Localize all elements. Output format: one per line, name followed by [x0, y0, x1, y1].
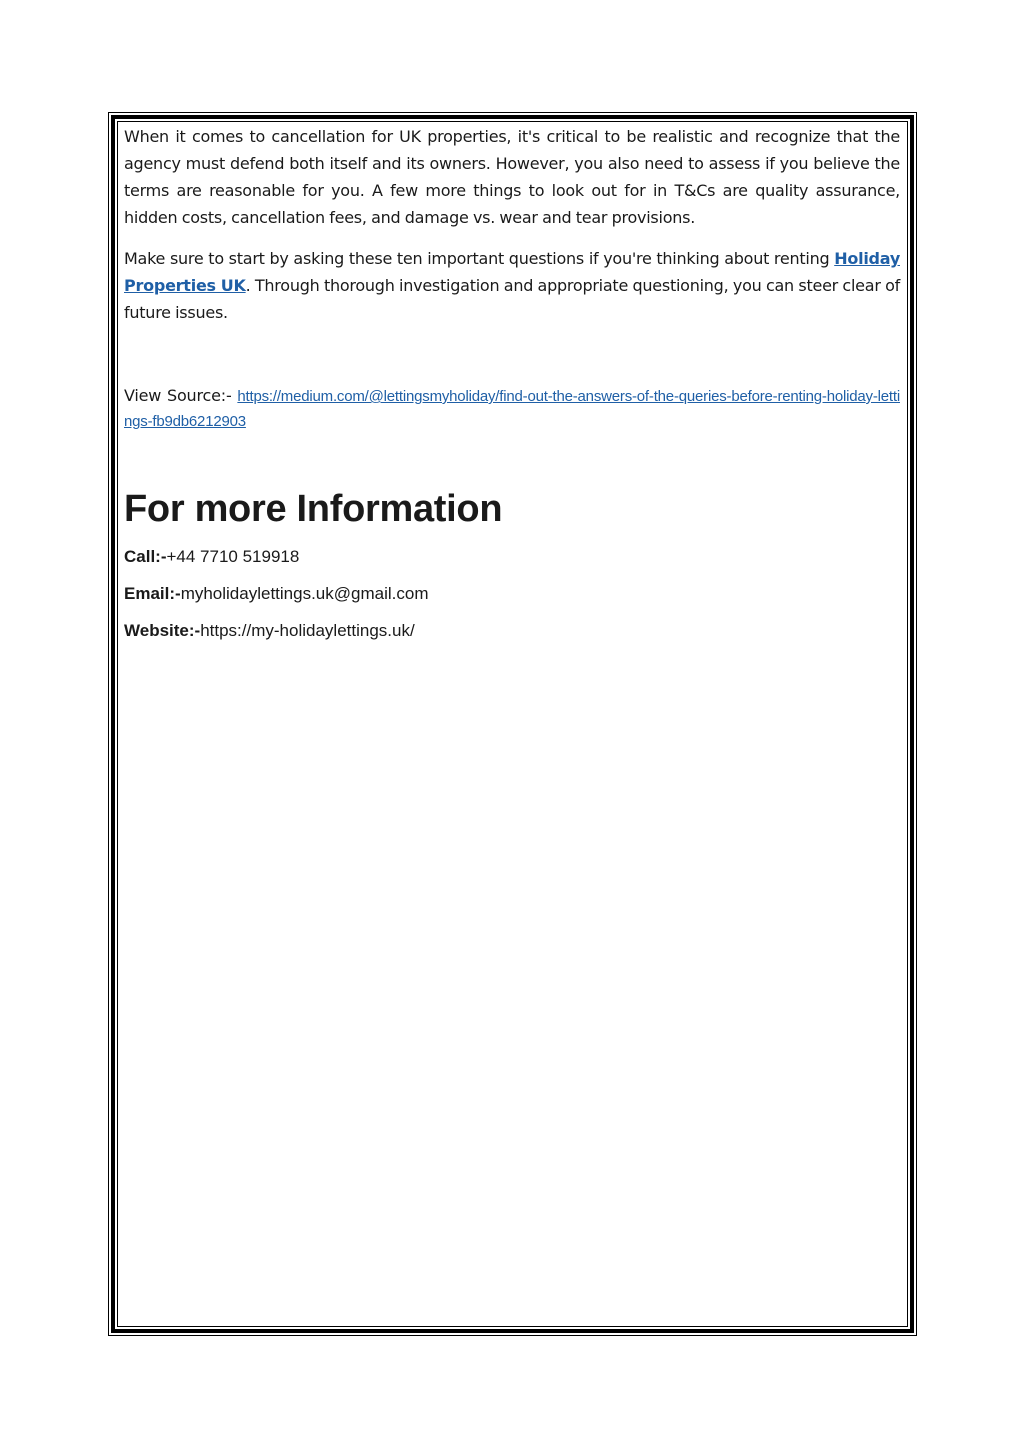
- call-label: Call:-: [124, 547, 167, 566]
- email-label: Email:-: [124, 584, 181, 603]
- view-source-line: [124, 384, 900, 434]
- contact-email: [124, 583, 900, 605]
- holiday-properties-uk-link[interactable]: Holiday Properties UK: [124, 249, 900, 295]
- paragraph-questions: [124, 245, 900, 326]
- paragraph-questions-text-start: Make sure to start by asking these ten important questions if you're thinking about renting: [124, 249, 835, 268]
- contact-website: [124, 620, 900, 642]
- paragraph-questions-text-end: . Through thorough investigation and appropriate questioning, you can steer clear of future issues.: [124, 276, 900, 322]
- website-value: https://my-holidaylettings.uk/: [200, 621, 415, 640]
- contact-call: [124, 546, 900, 568]
- view-source-label: View Source:-: [124, 386, 238, 405]
- email-value: myholidaylettings.uk@gmail.com: [180, 584, 429, 603]
- view-source-link[interactable]: https://medium.com/@lettingsmyholiday/find-out-the-answers-of-the-queries-before-renting-holiday-lettings-fb9db6212903: [124, 388, 900, 430]
- call-value: +44 7710 519918: [166, 547, 300, 566]
- info-heading: For more Information: [124, 488, 503, 530]
- document-content: [124, 123, 900, 642]
- website-label: Website:-: [124, 621, 201, 640]
- paragraph-cancellation: When it comes to cancellation for UK properties, it's critical to be realistic and recognize that the agency must defend both itself and its owners. However, you also need to assess if you believe the terms are reasonable for you. A few more things to look out for in T&Cs are quality assurance, hidden costs, cancellation fees, and damage vs. wear and tear provisions.: [124, 127, 900, 227]
